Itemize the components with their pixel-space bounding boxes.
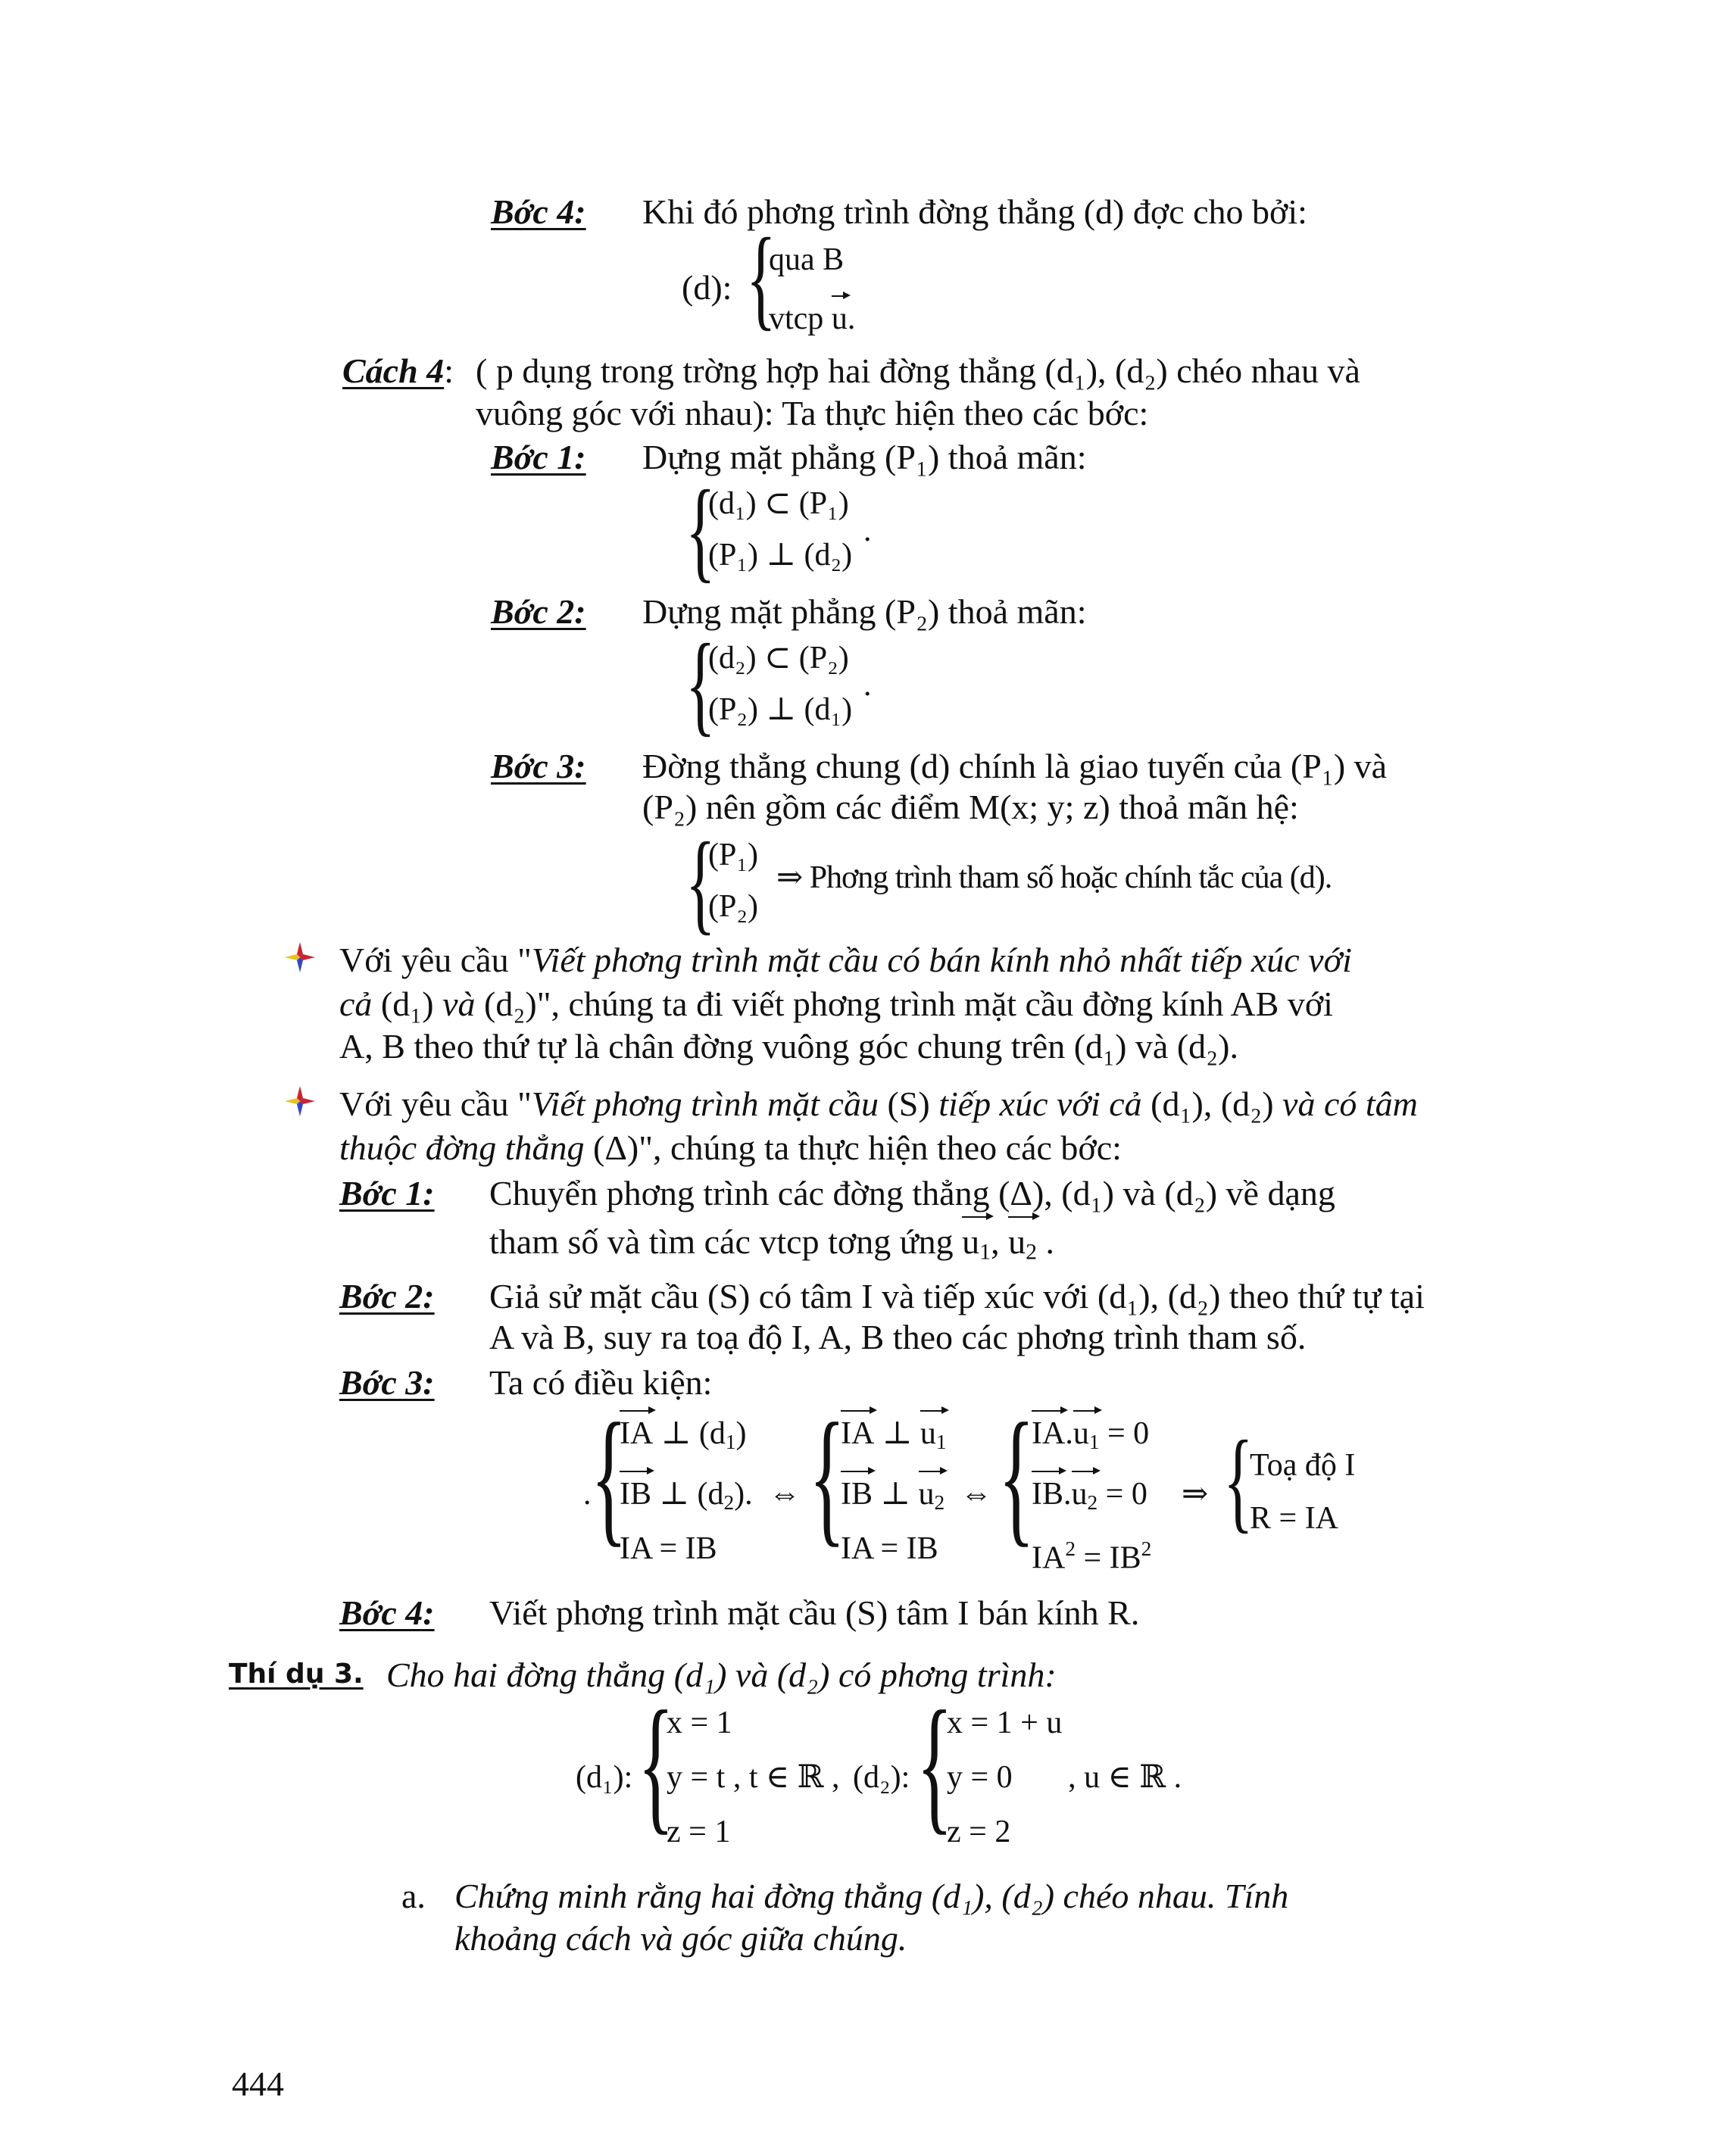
bullet-icon [285, 1086, 315, 1120]
c4-step-2-dot: . [863, 668, 872, 703]
iff-symbol: ⇔ [769, 1477, 801, 1512]
item-a-label: a. [401, 1877, 426, 1915]
b2-step-2-label: Bớc 2: [339, 1277, 435, 1315]
lead-dot: . [583, 1477, 592, 1512]
c4-step-2-text: Dựng mặt phẳng (P₂) thoả mãn: [642, 592, 1087, 631]
b2-step-2-line-2: A và B, suy ra toạ độ I, A, B theo các phơng trình tham số. [489, 1318, 1307, 1356]
sys-2-eq-1: IA ⊥ $u_1$ [841, 1415, 946, 1461]
b2-step-1-label: Bớc 1: [339, 1174, 435, 1212]
bullet-icon [285, 942, 315, 976]
c4-step-3-eq-2: (P₂) [708, 889, 758, 924]
d1-eq-y: y = t , t ∈ ℝ , [667, 1760, 840, 1795]
sys-4-eq-2: R = IA [1250, 1501, 1339, 1536]
sys-1-eq-1: IA ⊥ $(d_1)$ [620, 1416, 747, 1453]
d2-brace: { [916, 1680, 953, 1848]
sys-3-eq-2: $IB.u_2 = 0$ [1032, 1475, 1147, 1521]
sys-2-eq-2: IB ⊥ $u_2$ [841, 1475, 944, 1521]
d1-eq-z: z = 1 [667, 1815, 731, 1849]
method-4-line-1: ( p dụng trong trờng hợp hai đờng thẳng (d₁), (d₂) chéo nhau và [476, 351, 1360, 390]
c4-step-2-label: Bớc 2: [491, 592, 586, 631]
c4-step-2-eq-2: (P₂) ⊥ (d₁) [708, 692, 853, 727]
d1-label: (d₁): [576, 1760, 633, 1795]
item-a-line-1: Chứng minh rằng hai đờng thẳng (d₁), (d₂) chéo nhau. Tính [454, 1877, 1289, 1915]
system-brace: { [746, 215, 776, 341]
c4-step-1-label: Bớc 1: [491, 438, 586, 476]
d2-label: (d₂): [853, 1760, 910, 1795]
b2-step-3-label: Bớc 3: [339, 1363, 435, 1402]
d1-eq-x: x = 1 [667, 1705, 732, 1740]
method-4-heading: Cách 4: [342, 351, 454, 390]
bullet-1-line-2: cả (d₁) và (d₂)", chúng ta đi viết phơng trình mặt cầu đờng kính AB với [339, 985, 1333, 1023]
c4-step-2-brace: { [685, 621, 716, 747]
c4-step-3-result: ⇒ Phơng trình tham số hoặc chính tắc của (d). [776, 860, 1332, 895]
sys-2-brace: { [809, 1393, 845, 1560]
b2-step-1-line-1: Chuyển phơng trình các đờng thẳng (Δ), (d₁) và (d₂) về dạng [489, 1174, 1335, 1212]
sys-4-brace: { [1223, 1418, 1254, 1543]
system-line-1: qua B [769, 242, 845, 277]
c4-step-1-dot: . [863, 513, 872, 548]
vector-u1: $u_1$ [962, 1221, 991, 1273]
vector-u: u [831, 301, 848, 336]
example-3-text: Cho hai đờng thẳng (d₁) và (d₂) có phơng trình: [386, 1655, 1057, 1694]
b2-step-4-text: Viết phơng trình mặt cầu (S) tâm I bán kính R. [489, 1593, 1140, 1632]
c4-step-3-line-1: Đờng thẳng chung (d) chính là giao tuyến của (P₁) và [642, 747, 1388, 785]
bullet-1-line-3: A, B theo thứ tự là chân đờng vuông góc chung trên (d₁) và (d₂). [339, 1027, 1238, 1066]
sys-1-eq-3: IA = IB [620, 1531, 717, 1566]
sys-3-eq-3: $IA^2 = IB^2$ [1032, 1537, 1152, 1576]
b2-step-3-text: Ta có điều kiện: [489, 1363, 713, 1402]
c4-step-3-eq-1: (P₁) [708, 838, 758, 872]
example-3-label: Thí dụ 3. [229, 1659, 364, 1690]
vector-u2: $u_2$ [1008, 1221, 1037, 1273]
c4-step-2-eq-1: (d₂) ⊂ (P₂) [708, 641, 849, 676]
d2-eq-y: y = 0 , u ∈ ℝ . [947, 1760, 1182, 1795]
method-4-line-2: vuông góc với nhau): Ta thực hiện theo các bớc: [476, 394, 1149, 432]
sys-4-eq-1: Toạ độ I [1250, 1448, 1356, 1483]
bullet-1-line-1: Với yêu cầu "Viết phơng trình mặt cầu có bán kính nhỏ nhất tiếp xúc với [339, 941, 1352, 979]
sys-3-eq-1: $IA.u_1 = 0$ [1032, 1415, 1149, 1461]
page-number: 444 [232, 2064, 284, 2103]
b2-step-1-line-2: tham số và tìm các vtcp tơng ứng $u_1$, $u_2$ . [489, 1221, 1054, 1273]
c4-step-3-label: Bớc 3: [491, 747, 586, 785]
d2-eq-z: z = 2 [947, 1815, 1011, 1849]
line-d-label: (d): [682, 268, 732, 307]
item-a-line-2: khoảng cách và góc giữa chúng. [454, 1919, 907, 1958]
c4-step-1-text: Dựng mặt phẳng (P₁) thoả mãn: [642, 438, 1087, 476]
b2-step-4-label: Bớc 4: [339, 1593, 435, 1632]
iff-symbol: ⇔ [960, 1477, 992, 1512]
step-4-label: Bớc 4: [491, 192, 586, 231]
c4-step-3-brace: { [685, 819, 716, 945]
sys-1-brace: { [591, 1393, 627, 1560]
c4-step-1-eq-1: (d₁) ⊂ (P₁) [708, 486, 849, 521]
step-4-text: Khi đó phơng trình đờng thẳng (d) đợc cho bởi: [642, 192, 1307, 231]
sys-2-eq-3: IA = IB [841, 1531, 938, 1566]
sys-1-eq-2: IB ⊥ $(d_2)$. [620, 1477, 753, 1514]
implies-symbol: ⇒ [1182, 1477, 1209, 1512]
b2-step-2-line-1: Giả sử mặt cầu (S) có tâm I và tiếp xúc với (d₁), (d₂) theo thứ tự tại [489, 1277, 1425, 1315]
system-line-2: vtcp u. [769, 301, 856, 336]
c4-step-1-brace: { [685, 467, 716, 593]
bullet-2-line-2: thuộc đờng thẳng (Δ)", chúng ta thực hiện theo các bớc: [339, 1128, 1122, 1167]
sys-3-brace: { [998, 1393, 1035, 1560]
c4-step-3-line-2: (P₂) nên gồm các điểm M(x; y; z) thoả mãn hệ: [642, 788, 1299, 826]
bullet-2-line-1: Với yêu cầu "Viết phơng trình mặt cầu (S) tiếp xúc với cả (d₁), (d₂) và có tâm [339, 1084, 1418, 1123]
d1-brace: { [638, 1680, 674, 1848]
d2-eq-x: x = 1 + u [947, 1705, 1063, 1740]
c4-step-1-eq-2: (P₁) ⊥ (d₂) [708, 538, 853, 573]
